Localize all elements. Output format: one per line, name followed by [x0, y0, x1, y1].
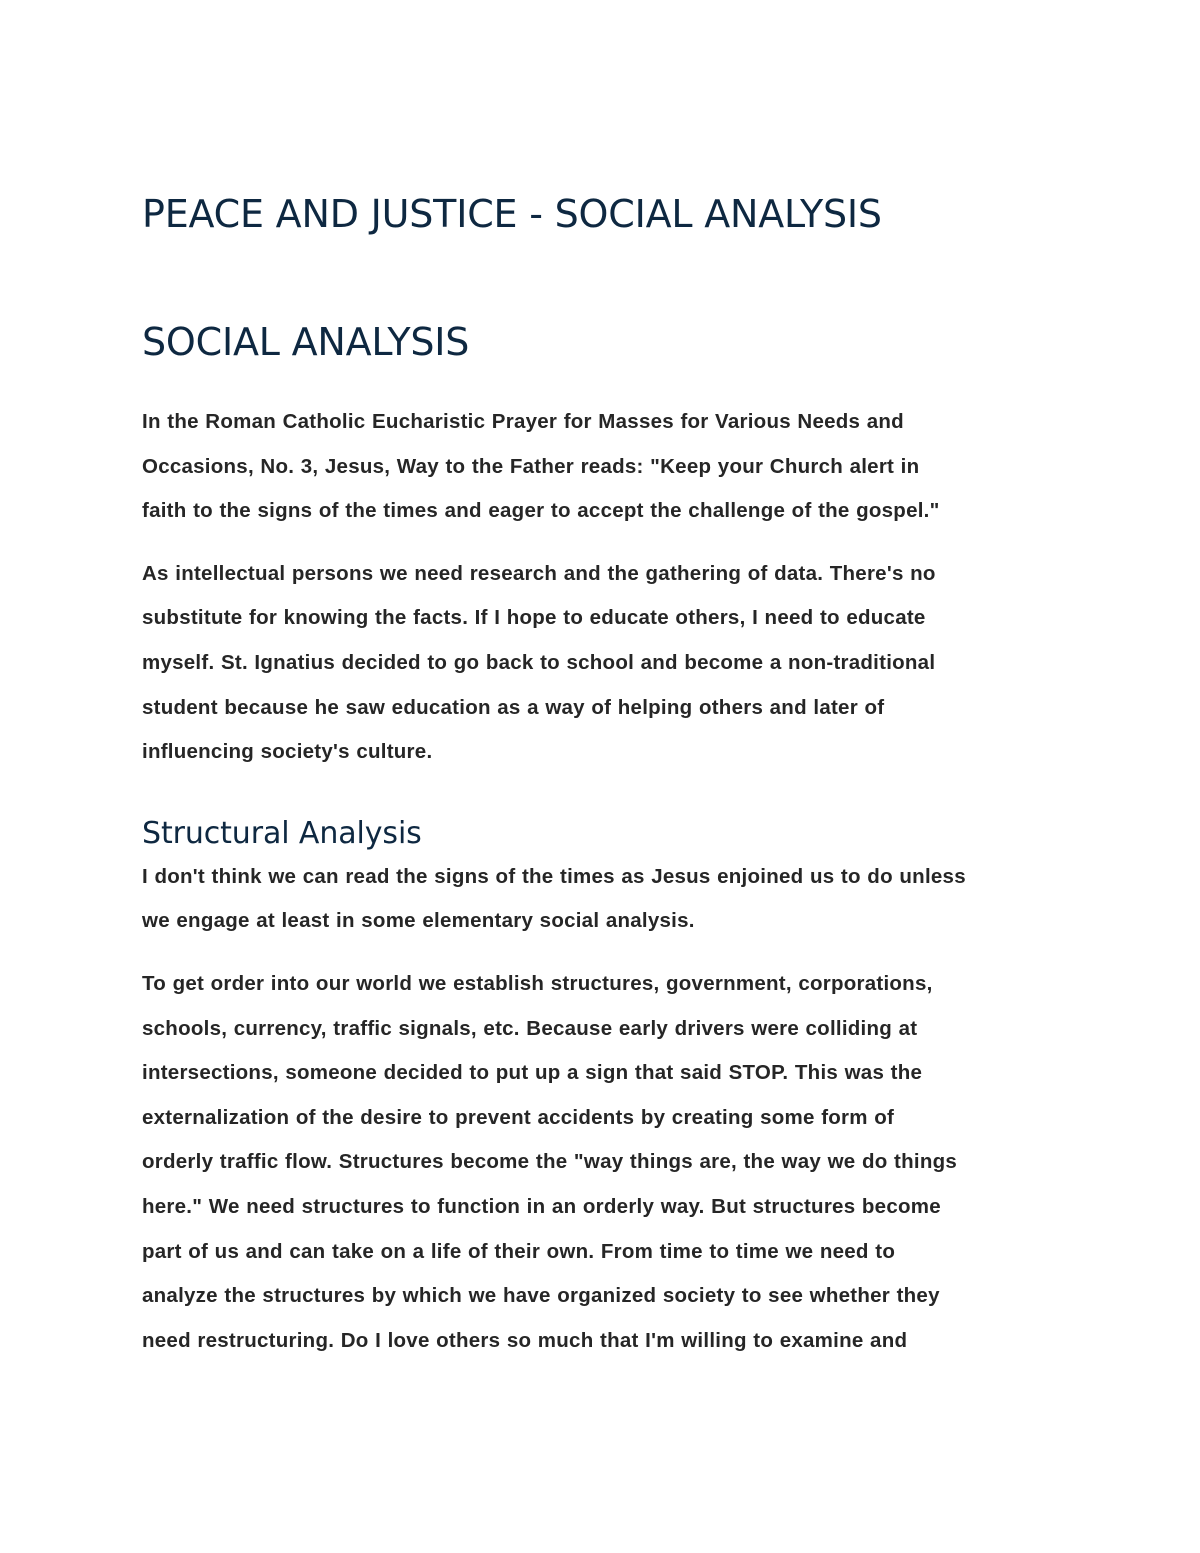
section-heading: SOCIAL ANALYSIS	[142, 320, 470, 364]
paragraph-line: faith to the signs of the times and eager to accept the challenge of the gospel."	[142, 499, 940, 523]
paragraph-line: analyze the structures by which we have organized society to see whether they	[142, 1284, 940, 1308]
paragraph-line: here." We need structures to function in an orderly way. But structures become	[142, 1194, 941, 1218]
paragraph-line: externalization of the desire to prevent accidents by creating some form of	[142, 1105, 895, 1129]
paragraph-intellectual-persons	[142, 552, 1062, 775]
paragraph-line: I don't think we can read the signs of the times as Jesus enjoined us to do unless	[142, 864, 966, 888]
paragraph-line: intersections, someone decided to put up a sign that said STOP. This was the	[142, 1061, 923, 1085]
paragraph-line: Occasions, No. 3, Jesus, Way to the Father reads: "Keep your Church alert in	[142, 454, 920, 478]
paragraph-line: To get order into our world we establish structures, government, corporations,	[142, 971, 933, 995]
paragraph-structures	[142, 962, 1062, 1363]
paragraph-line: schools, currency, traffic signals, etc. Because early drivers were colliding at	[142, 1016, 918, 1040]
paragraph-line: myself. St. Ignatius decided to go back to school and become a non-traditional	[142, 650, 936, 674]
subsection-heading: Structural Analysis	[142, 815, 422, 851]
paragraph-line: As intellectual persons we need research and the gathering of data. There's no	[142, 561, 936, 585]
paragraph-line: orderly traffic flow. Structures become the "way things are, the way we do things	[142, 1150, 958, 1174]
paragraph-line: student because he saw education as a way of helping others and later of	[142, 695, 885, 719]
paragraph-line: influencing society's culture.	[142, 740, 433, 764]
paragraph-line: need restructuring. Do I love others so much that I'm willing to examine and	[142, 1328, 908, 1352]
paragraph-signs-of-times	[142, 855, 1062, 944]
paragraph-line: substitute for knowing the facts. If I hope to educate others, I need to educate	[142, 606, 926, 630]
document-body	[142, 186, 1062, 1363]
paragraph-line: we engage at least in some elementary social analysis.	[142, 909, 695, 933]
paragraph-line: part of us and can take on a life of their own. From time to time we need to	[142, 1239, 896, 1263]
paragraph-line: In the Roman Catholic Eucharistic Prayer for Masses for Various Needs and	[142, 410, 904, 433]
document-title: PEACE AND JUSTICE - SOCIAL ANALYSIS	[142, 192, 882, 236]
paragraph-eucharistic-prayer	[142, 400, 1062, 534]
